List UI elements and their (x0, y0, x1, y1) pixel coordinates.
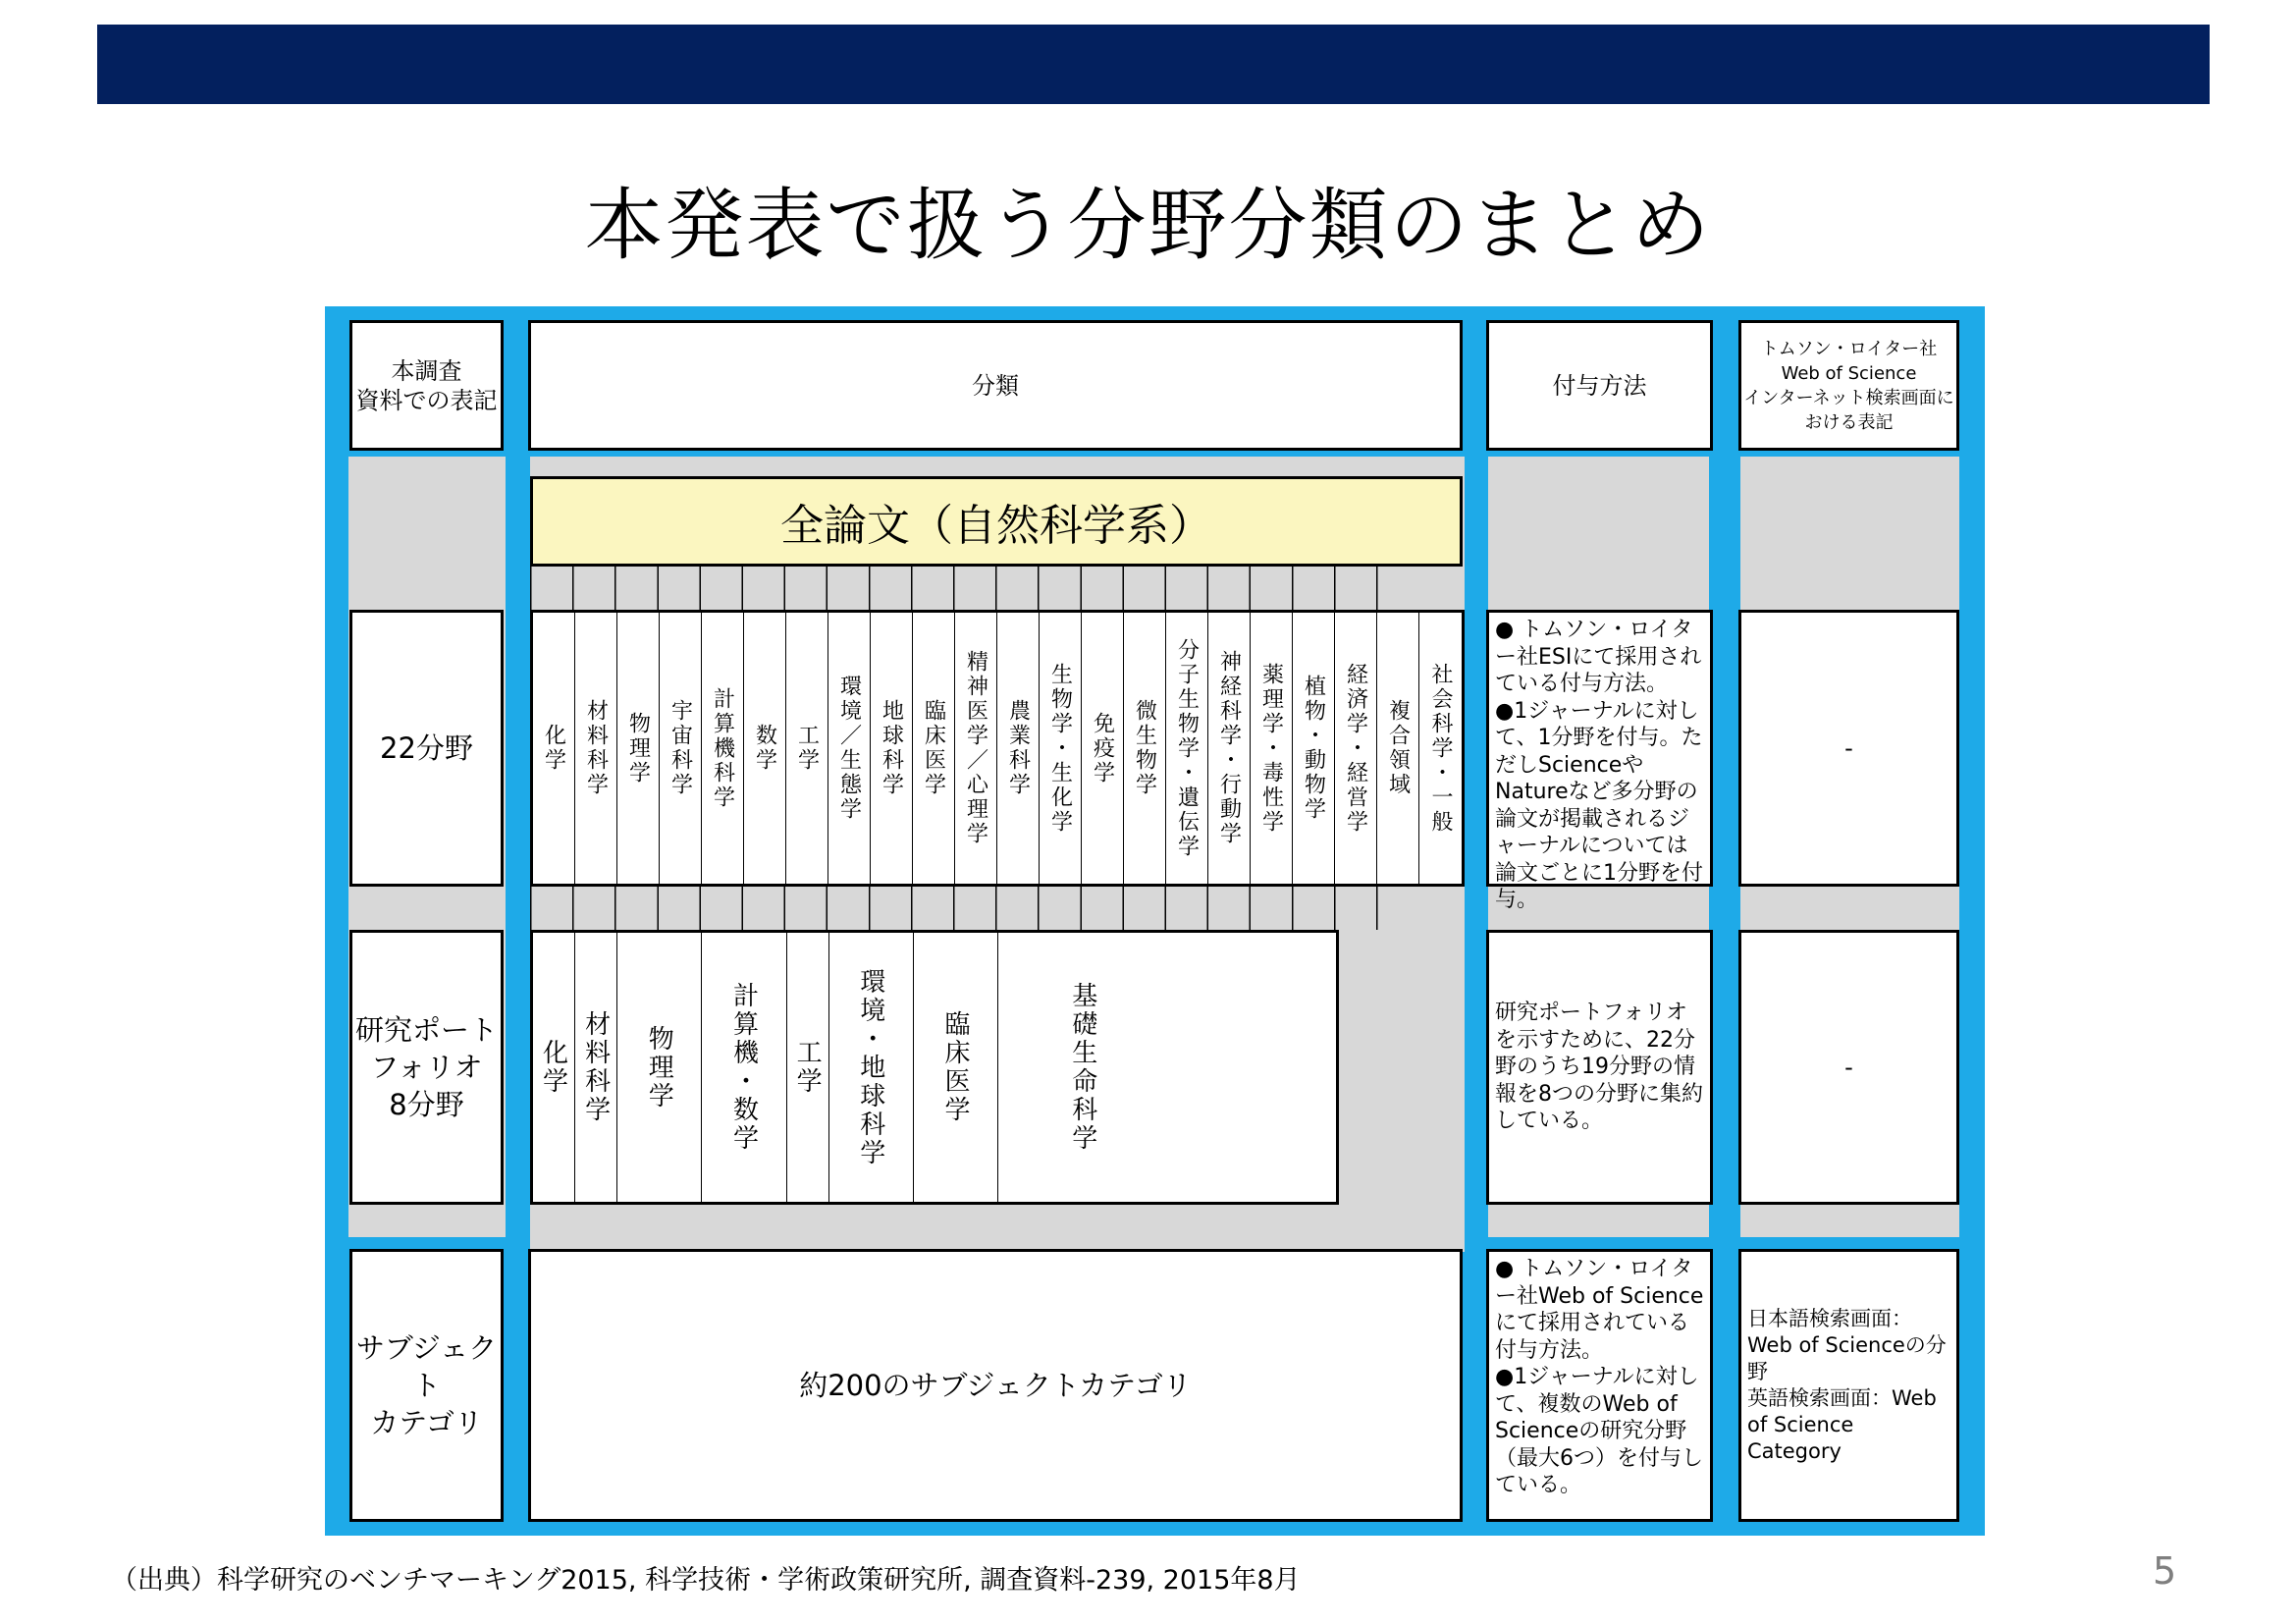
field-22-category-label: 植物・動物学 (1301, 675, 1326, 822)
portfolio-category-label: 環境・地球科学 (855, 967, 885, 1167)
field-22-category (1040, 613, 1082, 884)
field-22-category (828, 613, 871, 884)
portfolio-category-label: 物理学 (644, 1024, 674, 1110)
field-22-category-label: 数学 (752, 724, 777, 773)
portfolio-connectors (530, 887, 1418, 930)
portfolio-category (617, 933, 702, 1202)
header-classification: 分類 (528, 320, 1463, 451)
field-22-category (913, 613, 955, 884)
field-22-category-label: 社会科学・一般 (1428, 662, 1453, 835)
field-22-category-label: 神経科学・行動学 (1216, 650, 1242, 846)
row-22-fields-categories (530, 610, 1465, 887)
field-22-category (1082, 613, 1124, 884)
field-22-category-label: 環境／生態学 (836, 675, 862, 822)
field-22-category-label: 農業科学 (1005, 699, 1031, 797)
slide-title: 本発表で扱う分野分類のまとめ (584, 180, 1712, 271)
field-22-category (1377, 613, 1419, 884)
field-22-category-label: 地球科学 (879, 699, 904, 797)
field-22-category-label: 材料科学 (583, 699, 609, 797)
field-22-category-label: 工学 (794, 724, 820, 773)
field-22-category (1124, 613, 1166, 884)
row-label-portfolio: 研究ポート フォリオ 8分野 (349, 930, 504, 1205)
field-22-category (533, 613, 575, 884)
field-22-category (786, 613, 828, 884)
field-22-category-label: 経済学・経営学 (1343, 662, 1368, 835)
field-22-category (997, 613, 1040, 884)
portfolio-category (914, 933, 998, 1202)
wos-subject-text: 日本語検索画面：Web of Scienceの分野 英語検索画面：Web of Science Category (1747, 1307, 1947, 1463)
wos-22-fields: - (1738, 610, 1959, 887)
field-22-category (1335, 613, 1377, 884)
category-connectors (530, 567, 1418, 610)
all-papers-banner: 全論文（自然科学系） (530, 476, 1463, 567)
portfolio-category-label: 計算機・数学 (728, 982, 759, 1153)
header-label: 本調査 資料での表記 (349, 320, 504, 451)
field-22-category-label: 複合領域 (1385, 699, 1411, 797)
field-22-category-label: 免疫学 (1090, 711, 1115, 785)
field-22-category-label: 精神医学／心理学 (963, 650, 988, 846)
field-22-category (575, 613, 617, 884)
row-label-22-fields: 22分野 (349, 610, 504, 887)
field-22-category-label: 微生物学 (1132, 699, 1157, 797)
field-22-category (1208, 613, 1251, 884)
header-banner (97, 25, 2210, 104)
portfolio-category-label: 工学 (792, 1039, 823, 1096)
field-22-category-label: 計算機科学 (710, 686, 735, 810)
field-22-category (1419, 613, 1462, 884)
row-portfolio-categories (530, 930, 1339, 1205)
method-portfolio-text: 研究ポートフォリオを示すために、22分野のうち19分野の情報を8つの分野に集約している。 (1495, 1001, 1703, 1134)
page-number: 5 (2153, 1549, 2177, 1593)
field-22-category (744, 613, 786, 884)
field-22-category-label: 分子生物学・遺伝学 (1174, 637, 1200, 859)
field-22-category (1166, 613, 1208, 884)
portfolio-category (829, 933, 914, 1202)
portfolio-category (575, 933, 617, 1202)
portfolio-category-label: 臨床医学 (939, 1010, 970, 1124)
portfolio-category-label: 材料科学 (580, 1010, 611, 1124)
field-22-category-label: 薬理学・毒性学 (1258, 662, 1284, 835)
portfolio-category-label: 基礎生命科学 (1067, 982, 1097, 1153)
field-22-category (660, 613, 702, 884)
row-label-subject: サブジェクト カテゴリ (349, 1249, 504, 1522)
field-22-category-label: 物理学 (625, 711, 651, 785)
field-22-category (702, 613, 744, 884)
header-method: 付与方法 (1486, 320, 1713, 451)
field-22-category (1251, 613, 1293, 884)
header-wos: トムソン・ロイター社 Web of Science インターネット検索画面に おける表記 (1738, 320, 1959, 451)
wos-portfolio: - (1738, 930, 1959, 1205)
portfolio-category (998, 933, 1167, 1202)
field-22-category (871, 613, 913, 884)
field-22-category (955, 613, 997, 884)
portfolio-category (702, 933, 786, 1202)
method-subject: ● トムソン・ロイター社Web of Scienceにて採用されている付与方法。 ●1ジャーナルに対して、複数のWeb of Scienceの研究分野（最大6つ）を付与している。 (1486, 1249, 1713, 1522)
subject-category-content: 約200のサブジェクトカテゴリ (528, 1249, 1463, 1522)
field-22-category-label: 生物学・生化学 (1047, 662, 1073, 835)
method-portfolio (1486, 930, 1713, 1205)
method-22-fields: ● トムソン・ロイター社ESIにて採用されている付与方法。 ●1ジャーナルに対して、1分野を付与。ただしScienceやNatureなど多分野の論文が掲載されるジャーナルについては論文ごとに1分野を付与。 (1486, 610, 1713, 887)
portfolio-category-label: 化学 (538, 1039, 568, 1096)
source-citation: （出典）科学研究のベンチマーキング2015, 科学技術・学術政策研究所, 調査資料-239, 2015年8月 (111, 1565, 1301, 1596)
wos-subject (1738, 1249, 1959, 1522)
field-22-category (617, 613, 660, 884)
portfolio-category (787, 933, 829, 1202)
field-22-category-label: 臨床医学 (921, 699, 946, 797)
field-22-category (1293, 613, 1335, 884)
portfolio-category (533, 933, 575, 1202)
field-22-category-label: 化学 (541, 724, 566, 773)
field-22-category-label: 宇宙科学 (667, 699, 693, 797)
